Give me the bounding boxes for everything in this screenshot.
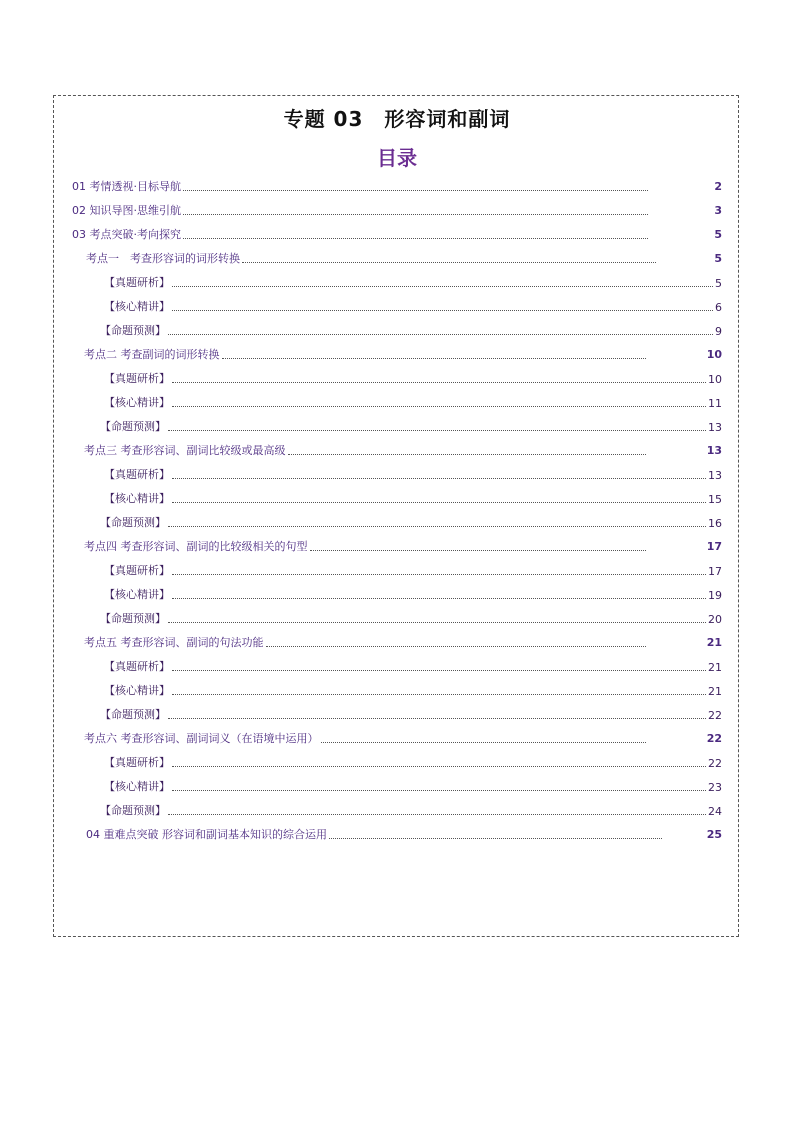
toc-leader-dots [242,261,656,263]
toc-subentry[interactable] [100,802,722,818]
toc-subentry[interactable] [104,466,722,482]
toc-page-number: 5 [714,252,722,265]
toc-entry-label: 【真题研析】 [104,372,170,385]
toc-subentry[interactable] [104,778,722,794]
toc-page-number: 13 [708,469,722,482]
toc-entry-label: 考点三 考查形容词、副词比较级或最高级 [84,444,286,457]
toc-subentry[interactable] [100,610,722,626]
toc-page-number: 2 [714,180,722,193]
toc-subentry[interactable] [104,298,722,314]
toc-kaodian-entry[interactable] [84,442,648,458]
toc-subentry[interactable] [104,682,722,698]
toc-subentry[interactable] [104,562,722,578]
toc-leader-dots [168,525,706,527]
toc-section-entry[interactable] [72,178,650,194]
toc-leader-dots [172,597,706,599]
toc-entry-label: 【真题研析】 [104,276,170,289]
toc-subentry[interactable] [104,394,722,410]
toc-leader-dots [172,477,706,479]
toc-page-number: 17 [706,540,722,553]
toc-leader-dots [183,213,648,215]
toc-page-number: 25 [706,828,722,841]
toc-page-number: 5 [714,228,722,241]
toc-subentry[interactable] [104,658,722,674]
toc-entry-label: 02 知识导图·思维引航 [72,204,181,217]
toc-leader-dots [172,381,706,383]
toc-entry-label: 【真题研析】 [104,756,170,769]
toc-page-number: 3 [714,204,722,217]
toc-entry-label: 【核心精讲】 [104,492,170,505]
toc-leader-dots [222,357,647,359]
toc-entry-label: 04 重难点突破 形容词和副词基本知识的综合运用 [86,828,327,841]
toc-page-number: 21 [708,661,722,674]
toc-kaodian-entry[interactable] [84,730,648,746]
toc-subentry[interactable] [100,418,722,434]
toc-page-number: 22 [706,732,722,745]
toc-entry-label: 【命题预测】 [100,516,166,529]
toc-entry-label: 【命题预测】 [100,708,166,721]
toc-leader-dots [266,645,647,647]
toc-kaodian-entry[interactable] [84,634,648,650]
toc-entry-label: 考点一 考查形容词的词形转换 [86,252,240,265]
toc-page-number: 19 [708,589,722,602]
toc-entry-label: 【命题预测】 [100,612,166,625]
toc-subentry[interactable] [104,586,722,602]
toc-subentry[interactable] [104,490,722,506]
toc-section-entry[interactable] [86,826,664,842]
toc-page-number: 16 [708,517,722,530]
toc-section-entry[interactable] [72,226,650,242]
document-title: 专题 03 形容词和副词 [283,107,511,131]
toc-entry-label: 【核心精讲】 [104,780,170,793]
toc-page-number: 21 [706,636,722,649]
toc-page-number: 15 [708,493,722,506]
toc-leader-dots [168,429,706,431]
toc-leader-dots [183,189,648,191]
toc-entry-label: 考点五 考查形容词、副词的句法功能 [84,636,264,649]
toc-entry-label: 【命题预测】 [100,324,166,337]
toc-subentry[interactable] [104,370,722,386]
toc-page-number: 6 [715,301,722,314]
toc-subentry[interactable] [104,274,722,290]
toc-leader-dots [310,549,647,551]
toc-kaodian-entry[interactable] [84,346,648,362]
toc-page-number: 24 [708,805,722,818]
toc-page-number: 10 [708,373,722,386]
toc-leader-dots [172,285,713,287]
toc-entry-label: 【命题预测】 [100,420,166,433]
toc-heading: 目录 [377,146,417,170]
toc-leader-dots [183,237,648,239]
toc-leader-dots [172,405,706,407]
toc-entry-label: 【核心精讲】 [104,588,170,601]
toc-entry-label: 【核心精讲】 [104,396,170,409]
toc-entry-label: 考点六 考查形容词、副词词义（在语境中运用） [84,732,319,745]
toc-page-number: 22 [708,757,722,770]
toc-entry-label: 【核心精讲】 [104,684,170,697]
toc-page-number: 10 [706,348,722,361]
toc-page-number: 20 [708,613,722,626]
toc-leader-dots [172,693,706,695]
toc-entry-label: 03 考点突破·考向探究 [72,228,181,241]
toc-kaodian-entry[interactable] [84,538,648,554]
toc-subentry[interactable] [100,514,722,530]
toc-entry-label: 01 考情透视·目标导航 [72,180,181,193]
toc-kaodian-entry[interactable] [86,250,658,266]
toc-entry-label: 【真题研析】 [104,564,170,577]
toc-leader-dots [168,717,706,719]
toc-leader-dots [329,837,662,839]
toc-page-number: 23 [708,781,722,794]
toc-leader-dots [172,309,713,311]
toc-page-number: 11 [708,397,722,410]
toc-page-number: 22 [708,709,722,722]
toc-leader-dots [172,573,706,575]
toc-subentry[interactable] [104,754,722,770]
toc-leader-dots [172,789,706,791]
toc-leader-dots [172,669,706,671]
toc-leader-dots [168,621,706,623]
toc-page-number: 9 [715,325,722,338]
toc-entry-label: 考点四 考查形容词、副词的比较级相关的句型 [84,540,308,553]
toc-leader-dots [321,741,647,743]
toc-subentry[interactable] [100,706,722,722]
toc-leader-dots [168,813,706,815]
toc-entry-label: 考点二 考查副词的词形转换 [84,348,220,361]
toc-entry-label: 【核心精讲】 [104,300,170,313]
toc-leader-dots [288,453,647,455]
toc-subentry[interactable] [100,322,722,338]
toc-section-entry[interactable] [72,202,650,218]
toc-entry-label: 【真题研析】 [104,660,170,673]
toc-leader-dots [172,765,706,767]
toc-page-number: 21 [708,685,722,698]
toc-page-number: 13 [706,444,722,457]
toc-page-number: 17 [708,565,722,578]
toc-leader-dots [168,333,713,335]
toc-leader-dots [172,501,706,503]
toc-entry-label: 【命题预测】 [100,804,166,817]
toc-page-number: 13 [708,421,722,434]
toc-entry-label: 【真题研析】 [104,468,170,481]
toc-page-number: 5 [715,277,722,290]
